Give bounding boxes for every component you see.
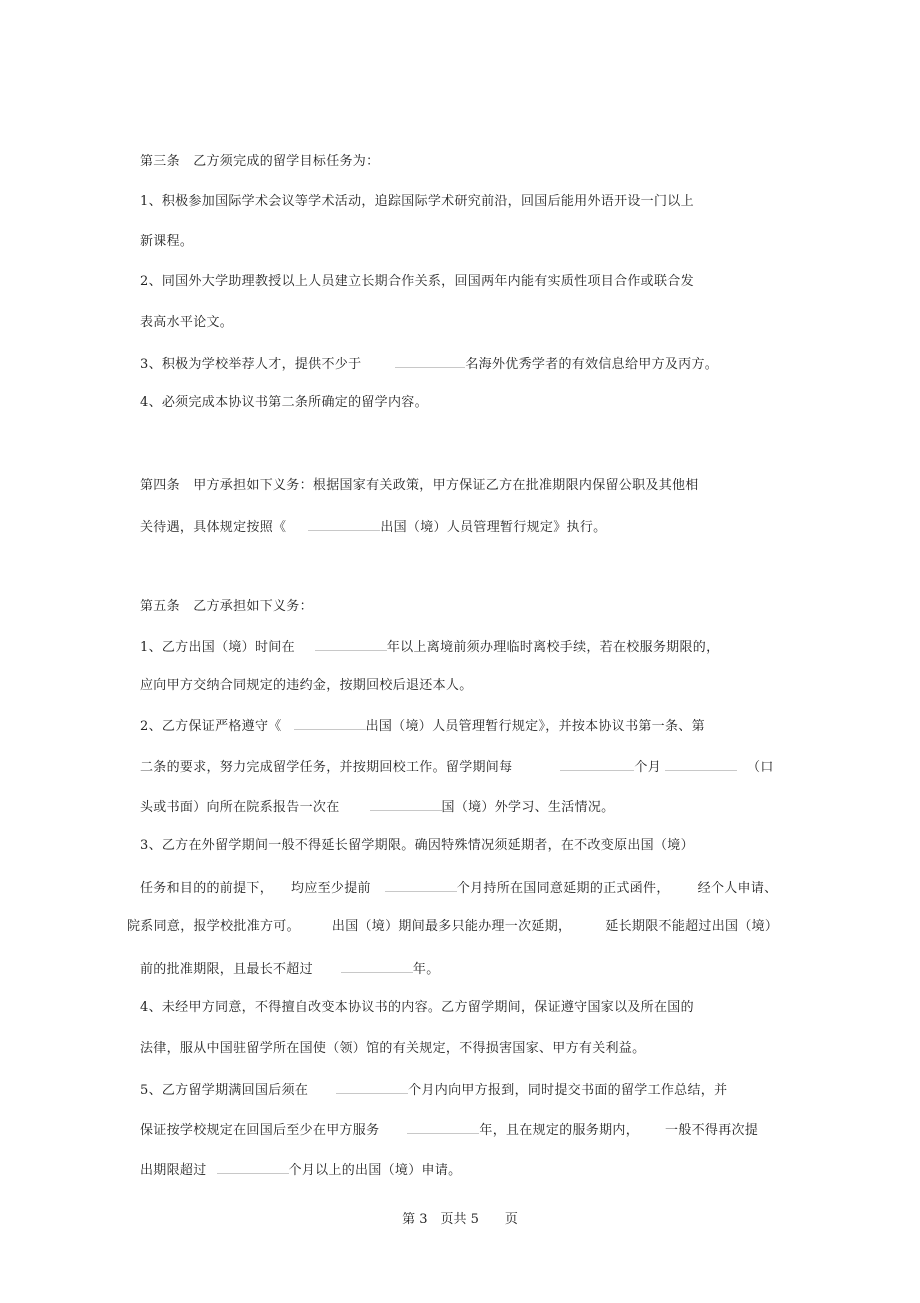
article-3-item-2-line-1: 2、同国外大学助理教授以上人员建立长期合作关系，回国两年内能有实质性项目合作或联合发: [140, 274, 694, 289]
fill-blank[interactable]: [407, 1121, 479, 1134]
article-5-item-5-line-2-mid: 年，且在规定的服务期内，: [479, 1123, 640, 1138]
fill-blank[interactable]: [370, 798, 442, 811]
fill-blank[interactable]: [341, 960, 413, 973]
article-3-item-3-suffix: 名海外优秀学者的有效信息给甲方及丙方。: [465, 357, 719, 372]
article-5-item-5-line-1: [140, 1081, 727, 1099]
article-5-item-2-line-2-prefix: 二条的要求，努力完成留学任务，并按期回校工作。留学期间每: [140, 760, 513, 775]
article-5-item-3-line-2: [140, 879, 777, 897]
article-5-item-5-line-2: [140, 1121, 758, 1139]
article-5-item-1-line-1: [140, 638, 719, 656]
article-5-item-3-line-2-part-4: 经个人申请、: [697, 881, 778, 896]
article-5-item-3-line-4-prefix: 前的批准期限，且最长不超过: [140, 962, 313, 977]
article-5-item-5-suffix: 个月内向甲方报到，同时提交书面的留学工作总结，并: [408, 1083, 728, 1098]
article-5-item-5-line-3-prefix: 出期限超过: [140, 1163, 207, 1178]
article-5-item-2-line-2-mid: 个月: [634, 760, 662, 775]
article-5-item-3-line-4-suffix: 年。: [412, 962, 440, 977]
fill-blank[interactable]: [336, 1081, 408, 1094]
article-3-item-4: 4、必须完成本协议书第二条所确定的留学内容。: [140, 395, 428, 410]
fill-blank[interactable]: [217, 1161, 289, 1174]
article-5-item-1-suffix: 年以上离境前须办理临时离校手续，若在校服务期限的，: [386, 640, 720, 655]
article-5-item-3-line-2-part-2: 均应至少提前: [291, 881, 371, 896]
article-5-item-3-line-4: [140, 960, 440, 978]
article-5-item-3-line-2-part-3: 个月持所在国同意延期的正式函件，: [456, 881, 670, 896]
article-5-item-5-line-3-suffix: 个月以上的出国（境）申请。: [288, 1163, 462, 1178]
fill-blank[interactable]: [665, 758, 737, 771]
fill-blank[interactable]: [315, 638, 387, 651]
article-5-item-4-line-1: 4、未经甲方同意，不得擅自改变本协议书的内容。乙方留学期间，保证遵守国家以及所在国的: [140, 1000, 694, 1015]
article-4-line-2: [140, 518, 606, 536]
article-5-item-2-line-3-suffix: 国（境）外学习、生活情况。: [441, 800, 615, 815]
article-5-item-5-line-2-prefix: 保证按学校规定在回国后至少在甲方服务: [140, 1123, 380, 1138]
article-4-line-2-prefix: 关待遇，具体规定按照《: [140, 520, 287, 535]
article-5-item-2-suffix: 出国（境）人员管理暂行规定》，并按本协议书第一条、第: [365, 719, 705, 734]
fill-blank[interactable]: [560, 758, 634, 771]
fill-blank[interactable]: [308, 518, 380, 531]
article-5-heading: 第五条 乙方承担如下义务：: [140, 599, 313, 614]
article-5-item-1-prefix: 1、乙方出国（境）时间在: [140, 640, 295, 655]
article-5-item-2-line-3-prefix: 头或书面）向所在院系报告一次在: [140, 800, 340, 815]
article-5-item-3-line-1: 3、乙方在外留学期间一般不得延长留学期限。确因特殊情况须延期者，在不改变原出国（境）: [140, 838, 694, 853]
article-3-item-3-prefix: 3、积极为学校举荐人才，提供不少于: [140, 357, 362, 372]
article-5-item-5-line-3: [140, 1161, 461, 1179]
article-4-line-2-suffix: 出国（境）人员管理暂行规定》执行。: [380, 520, 607, 535]
article-5-item-5-line-2-suffix: 一般不得再次提: [665, 1123, 759, 1138]
article-5-item-5-prefix: 5、乙方留学期满回国后须在: [140, 1083, 309, 1098]
article-5-item-2-line-2-suffix: （口: [747, 760, 774, 775]
article-4-line-1: 第四条 甲方承担如下义务：根据国家有关政策，甲方保证乙方在批准期限内保留公职及其他相: [140, 478, 699, 493]
article-5-item-3-line-2-part-1: 任务和目的的前提下，: [140, 881, 274, 896]
fill-blank[interactable]: [385, 879, 457, 892]
page-footer: 第 3 页共 5 页: [402, 1212, 518, 1227]
article-5-item-2-prefix: 2、乙方保证严格遵守《: [140, 719, 282, 734]
article-5-item-3-line-3-part-2: 出国（境）期间最多只能办理一次延期，: [331, 919, 572, 934]
article-3-heading: 第三条 乙方须完成的留学目标任务为：: [140, 154, 380, 169]
article-3-item-3: [140, 355, 718, 373]
article-5-item-1-line-2: 应向甲方交纳合同规定的违约金，按期回校后退还本人。: [140, 678, 473, 693]
article-5-item-3-line-3-part-3: 延长期限不能超过出国（境）: [605, 919, 779, 934]
fill-blank[interactable]: [395, 355, 465, 368]
article-5-item-2-line-2: [140, 758, 774, 776]
article-5-item-2-line-1: [140, 717, 705, 735]
article-5-item-2-line-3: [140, 798, 614, 816]
fill-blank[interactable]: [294, 717, 366, 730]
article-3-item-2-line-2: 表高水平论文。: [140, 315, 234, 330]
article-5-item-3-line-3: [127, 919, 778, 935]
article-3-item-1-line-1: 1、积极参加国际学术会议等学术活动，追踪国际学术研究前沿，回国后能用外语开设一门以上: [140, 194, 694, 209]
article-3-item-1-line-2: 新课程。: [140, 234, 194, 249]
article-5-item-4-line-2: 法律，服从中国驻留学所在国使（领）馆的有关规定，不得损害国家、甲方有关利益。: [140, 1041, 646, 1056]
article-5-item-3-line-3-part-1: 院系同意，报学校批准方可。: [127, 919, 300, 934]
